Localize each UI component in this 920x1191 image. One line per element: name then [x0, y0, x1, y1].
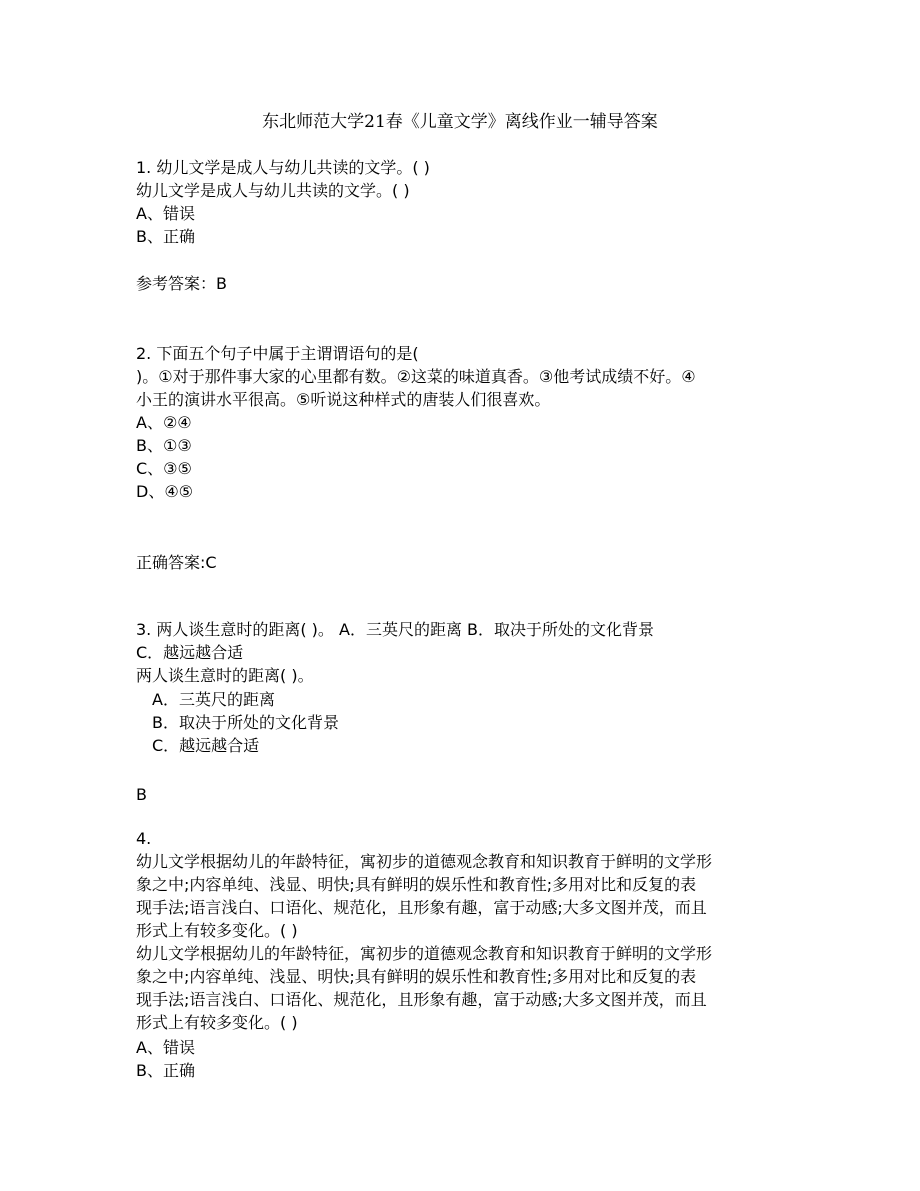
q2-text-line-2: 小王的演讲水平很高。⑤听说这种样式的唐装人们很喜欢。 [136, 390, 551, 409]
q2-stem: 2. 下面五个句子中属于主谓谓语句的是( [136, 344, 419, 363]
q1-option-a: A、错误 [136, 204, 195, 223]
q4-stem-line-2: 象之中;内容单纯、浅显、明快;具有鲜明的娱乐性和教育性;多用对比和反复的表 [136, 875, 697, 894]
q2-option-a: A、②④ [136, 413, 192, 432]
q4-text-line-4: 形式上有较多变化。( ) [136, 1013, 298, 1032]
q3-option-c: C．越远越合适 [152, 736, 260, 755]
q4-stem-line-3: 现手法;语言浅白、口语化、规范化，且形象有趣，富于动感;大多文图并茂，而且 [136, 898, 707, 917]
q3-stem-line-1: 3. 两人谈生意时的距离( )。 A．三英尺的距离 B．取决于所处的文化背景 [136, 620, 655, 639]
q2-answer: 正确答案:C [136, 553, 217, 572]
q3-option-a: A．三英尺的距离 [152, 690, 275, 709]
q2-option-d: D、④⑤ [136, 482, 194, 501]
q1-option-b: B、正确 [136, 227, 195, 246]
q4-option-a: A、错误 [136, 1038, 195, 1057]
q1-text: 幼儿文学是成人与幼儿共读的文学。( ) [136, 181, 410, 200]
q3-answer: B [136, 785, 147, 804]
q2-text-line-1: )。①对于那件事大家的心里都有数。②这菜的味道真香。③他考试成绩不好。④ [136, 367, 696, 386]
q3-option-b: B．取决于所处的文化背景 [152, 713, 339, 732]
q4-stem-line-4: 形式上有较多变化。( ) [136, 921, 298, 940]
q2-option-c: C、③⑤ [136, 459, 192, 478]
q1-answer: 参考答案：B [136, 274, 227, 293]
document-title: 东北师范大学21春《儿童文学》离线作业一辅导答案 [262, 112, 658, 132]
q4-text-line-3: 现手法;语言浅白、口语化、规范化，且形象有趣，富于动感;大多文图并茂，而且 [136, 990, 707, 1009]
q4-stem-line-1: 幼儿文学根据幼儿的年龄特征，寓初步的道德观念教育和知识教育于鲜明的文学形 [136, 852, 713, 871]
q4-option-b: B、正确 [136, 1061, 195, 1080]
q4-number: 4. [136, 829, 152, 848]
q3-text: 两人谈生意时的距离( )。 [136, 666, 314, 685]
q1-stem: 1. 幼儿文学是成人与幼儿共读的文学。( ) [136, 158, 430, 177]
q2-option-b: B、①③ [136, 436, 192, 455]
q4-text-line-1: 幼儿文学根据幼儿的年龄特征，寓初步的道德观念教育和知识教育于鲜明的文学形 [136, 944, 713, 963]
q3-stem-line-2: C．越远越合适 [136, 643, 244, 662]
q4-text-line-2: 象之中;内容单纯、浅显、明快;具有鲜明的娱乐性和教育性;多用对比和反复的表 [136, 967, 697, 986]
